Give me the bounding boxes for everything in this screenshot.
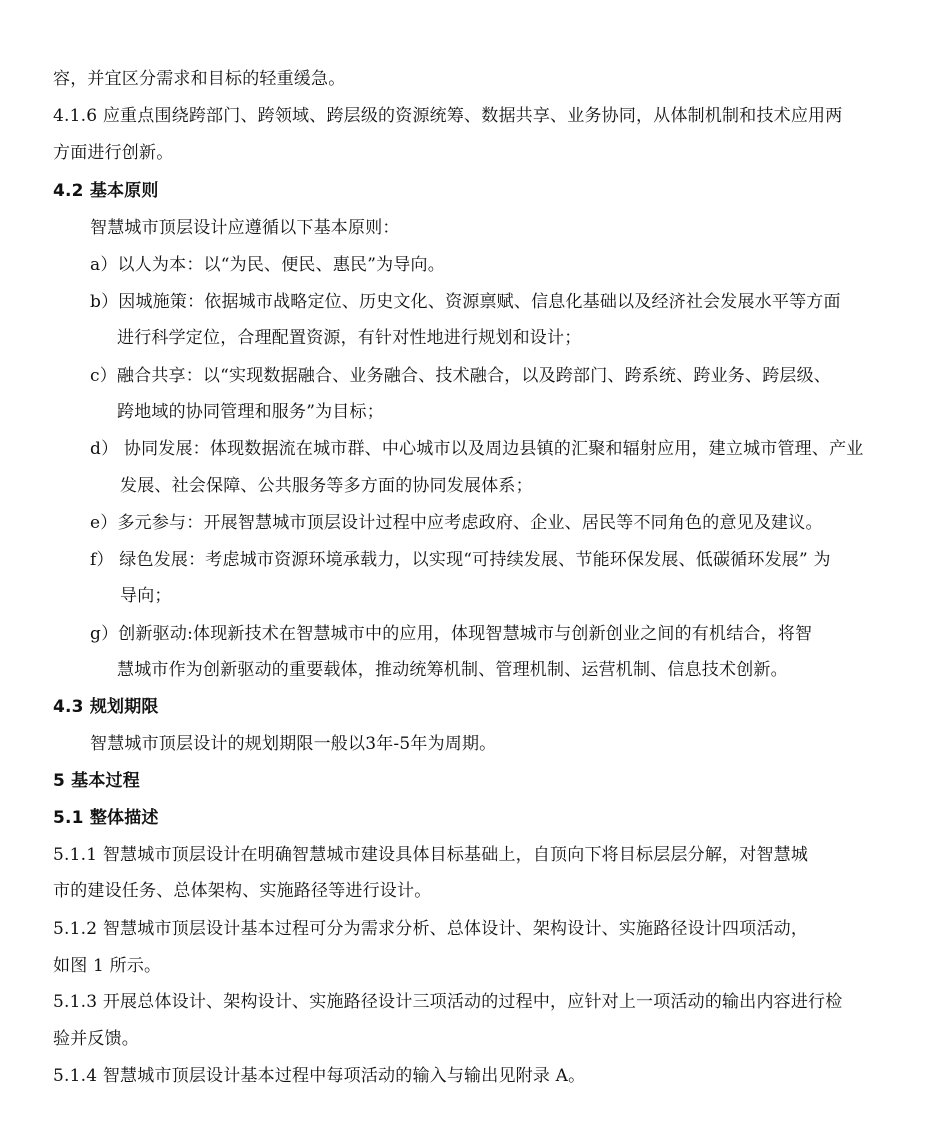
clause-5-1-3-line-2: 验并反馈。 bbox=[53, 1029, 139, 1049]
clause-5-1-2-line-1: 5.1.2 智慧城市顶层设计基本过程可分为需求分析、总体设计、架构设计、实施路径设计四项活动， bbox=[53, 919, 809, 939]
principle-g-line-1: g）创新驱动:体现新技术在智慧城市中的应用，体现智慧城市与创新创业之间的有机结合，将智 bbox=[90, 624, 813, 644]
clause-5-1-1-line-1: 5.1.1 智慧城市顶层设计在明确智慧城市建设具体目标基础上，自顶向下将目标层层分解，对智慧城 bbox=[53, 845, 809, 865]
clause-4-1-6-line-1: 4.1.6 应重点围绕跨部门、跨领域、跨层级的资源统筹、数据共享、业务协同，从体制机制和技术应用两 bbox=[53, 106, 843, 126]
principle-d-line-2: 发展、社会保障、公共服务等多方面的协同发展体系； bbox=[120, 476, 533, 496]
principle-d-line-1: d） 协同发展：体现数据流在城市群、中心城市以及周边县镇的汇聚和辐射应用，建立城市管理、产业 bbox=[90, 439, 864, 459]
clause-4-1-6-line-2: 方面进行创新。 bbox=[53, 143, 174, 163]
section-heading-4-3: 4.3 规划期限 bbox=[53, 697, 159, 717]
principle-f-line-2: 导向； bbox=[120, 586, 172, 606]
clause-5-1-3-line-1: 5.1.3 开展总体设计、架构设计、实施路径设计三项活动的过程中，应针对上一项活动的输出内容进行检 bbox=[53, 992, 843, 1012]
principle-f-line-1: f） 绿色发展：考虑城市资源环境承载力，以实现“可持续发展、节能环保发展、低碳循环发展” 为 bbox=[90, 550, 831, 570]
principle-e: e）多元参与：开展智慧城市顶层设计过程中应考虑政府、企业、居民等不同角色的意见及建议。 bbox=[90, 513, 823, 533]
principle-a: a）以人为本：以“为民、便民、惠民”为导向。 bbox=[90, 255, 445, 275]
principle-c-line-1: c）融合共享：以“实现数据融合、业务融合、技术融合，以及跨部门、跨系统、跨业务、跨层级、 bbox=[90, 366, 832, 386]
principle-c-line-2: 跨地域的协同管理和服务”为目标； bbox=[117, 402, 384, 422]
planning-period-text: 智慧城市顶层设计的规划期限一般以3年-5年为周期。 bbox=[90, 734, 497, 754]
section-heading-5-1: 5.1 整体描述 bbox=[53, 808, 159, 828]
clause-5-1-4: 5.1.4 智慧城市顶层设计基本过程中每项活动的输入与输出见附录 A。 bbox=[53, 1066, 586, 1086]
paragraph-line-continuation: 容，并宜区分需求和目标的轻重缓急。 bbox=[53, 69, 346, 89]
principles-intro: 智慧城市顶层设计应遵循以下基本原则： bbox=[90, 218, 400, 238]
chapter-heading-5: 5 基本过程 bbox=[53, 771, 140, 791]
principle-b-line-2: 进行科学定位，合理配置资源，有针对性地进行规划和设计； bbox=[117, 328, 582, 348]
clause-5-1-2-line-2: 如图 1 所示。 bbox=[53, 956, 162, 976]
principle-b-line-1: b）因城施策：依据城市战略定位、历史文化、资源禀赋、信息化基础以及经济社会发展水平等方面 bbox=[90, 292, 841, 312]
section-heading-4-2: 4.2 基本原则 bbox=[53, 181, 159, 201]
principle-g-line-2: 慧城市作为创新驱动的重要载体，推动统筹机制、管理机制、运营机制、信息技术创新。 bbox=[117, 660, 788, 680]
clause-5-1-1-line-2: 市的建设任务、总体架构、实施路径等进行设计。 bbox=[53, 881, 432, 901]
